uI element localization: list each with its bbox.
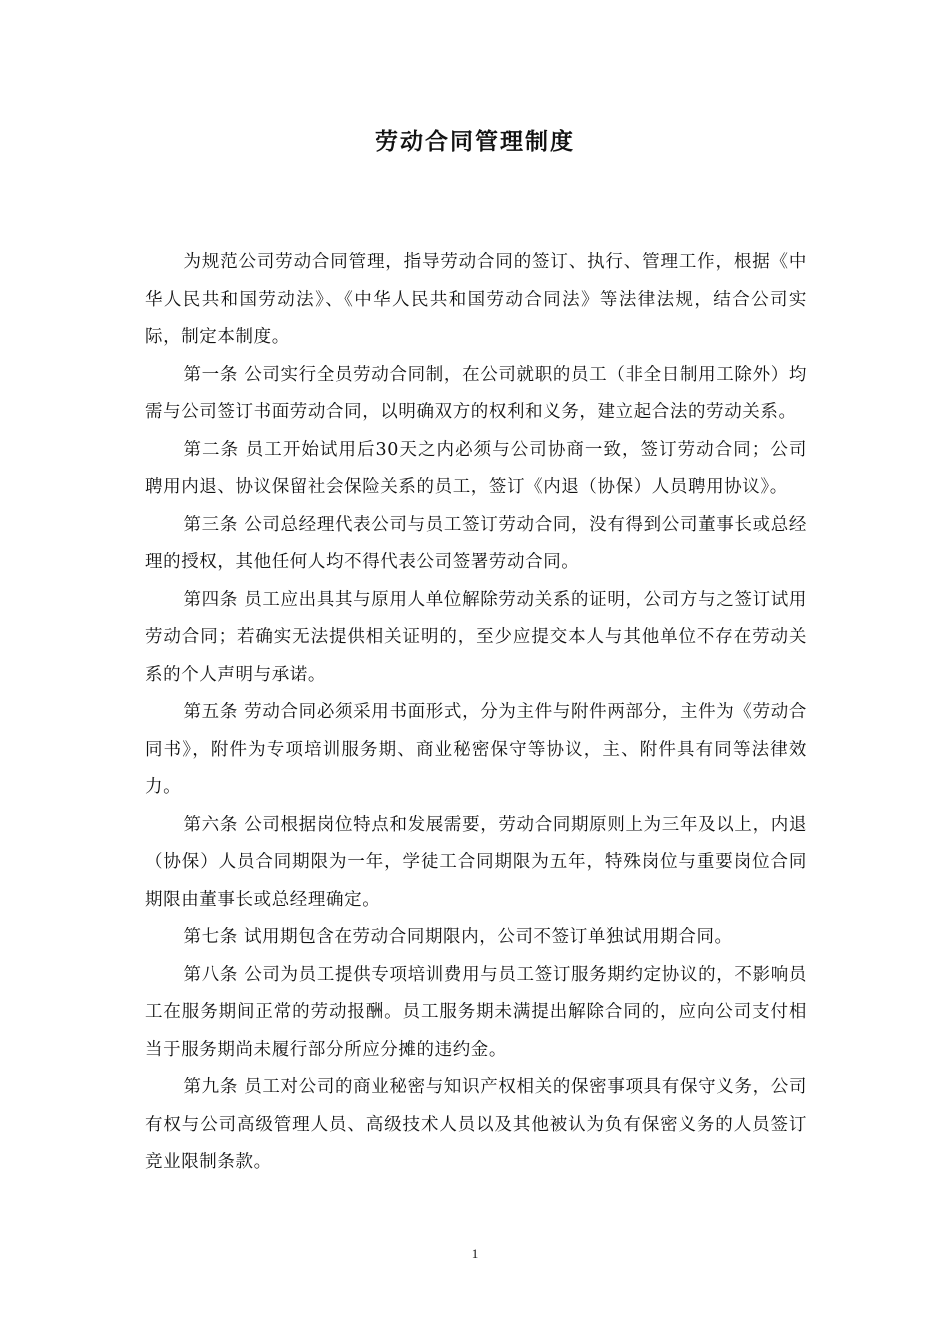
paragraph-preamble: 为规范公司劳动合同管理，指导劳动合同的签订、执行、管理工作，根据《中华人民共和国劳动法》、《中华人民共和国劳动合同法》等法律法规，结合公司实际，制定本制度。 <box>145 252 807 347</box>
paragraph-article-2: 第二条 员工开始试用后30天之内必须与公司协商一致，签订劳动合同；公司聘用内退、协议保留社会保险关系的员工，签订《内退（协保）人员聘用协议》。 <box>145 439 807 497</box>
paragraph-article-4: 第四条 员工应出具其与原用人单位解除劳动关系的证明，公司方与之签订试用劳动合同；若确实无法提供相关证明的，至少应提交本人与其他单位不存在劳动关系的个人声明与承诺。 <box>145 589 807 685</box>
document-title: 劳动合同管理制度 <box>375 128 575 155</box>
document-body <box>145 244 807 1182</box>
paragraph-article-7: 第七条 试用期包含在劳动合同期限内，公司不签订单独试用期合同。 <box>183 927 733 947</box>
paragraph-article-1: 第一条 公司实行全员劳动合同制，在公司就职的员工（非全日制用工除外）均需与公司签订书面劳动合同，以明确双方的权利和义务，建立起合法的劳动关系。 <box>145 364 807 422</box>
paragraph-article-8: 第八条 公司为员工提供专项培训费用与员工签订服务期约定协议的，不影响员工在服务期间正常的劳动报酬。员工服务期未满提出解除合同的，应向公司支付相当于服务期尚未履行部分所应分摊的违约金。 <box>145 964 807 1060</box>
paragraph-article-6: 第六条 公司根据岗位特点和发展需要，劳动合同期原则上为三年及以上，内退（协保）人员合同期限为一年，学徒工合同期限为五年，特殊岗位与重要岗位合同期限由董事长或总经理确定。 <box>145 814 807 910</box>
paragraph-article-3: 第三条 公司总经理代表公司与员工签订劳动合同，没有得到公司董事长或总经理的授权，其他任何人均不得代表公司签署劳动合同。 <box>145 514 807 572</box>
paragraph-article-9: 第九条 员工对公司的商业秘密与知识产权相关的保密事项具有保守义务，公司有权与公司高级管理人员、高级技术人员以及其他被认为负有保密义务的人员签订竞业限制条款。 <box>145 1077 807 1172</box>
paragraph-article-5: 第五条 劳动合同必须采用书面形式，分为主件与附件两部分，主件为《劳动合同书》，附件为专项培训服务期、商业秘密保守等协议，主、附件具有同等法律效力。 <box>145 702 807 797</box>
page-number: 1 <box>471 1246 479 1261</box>
